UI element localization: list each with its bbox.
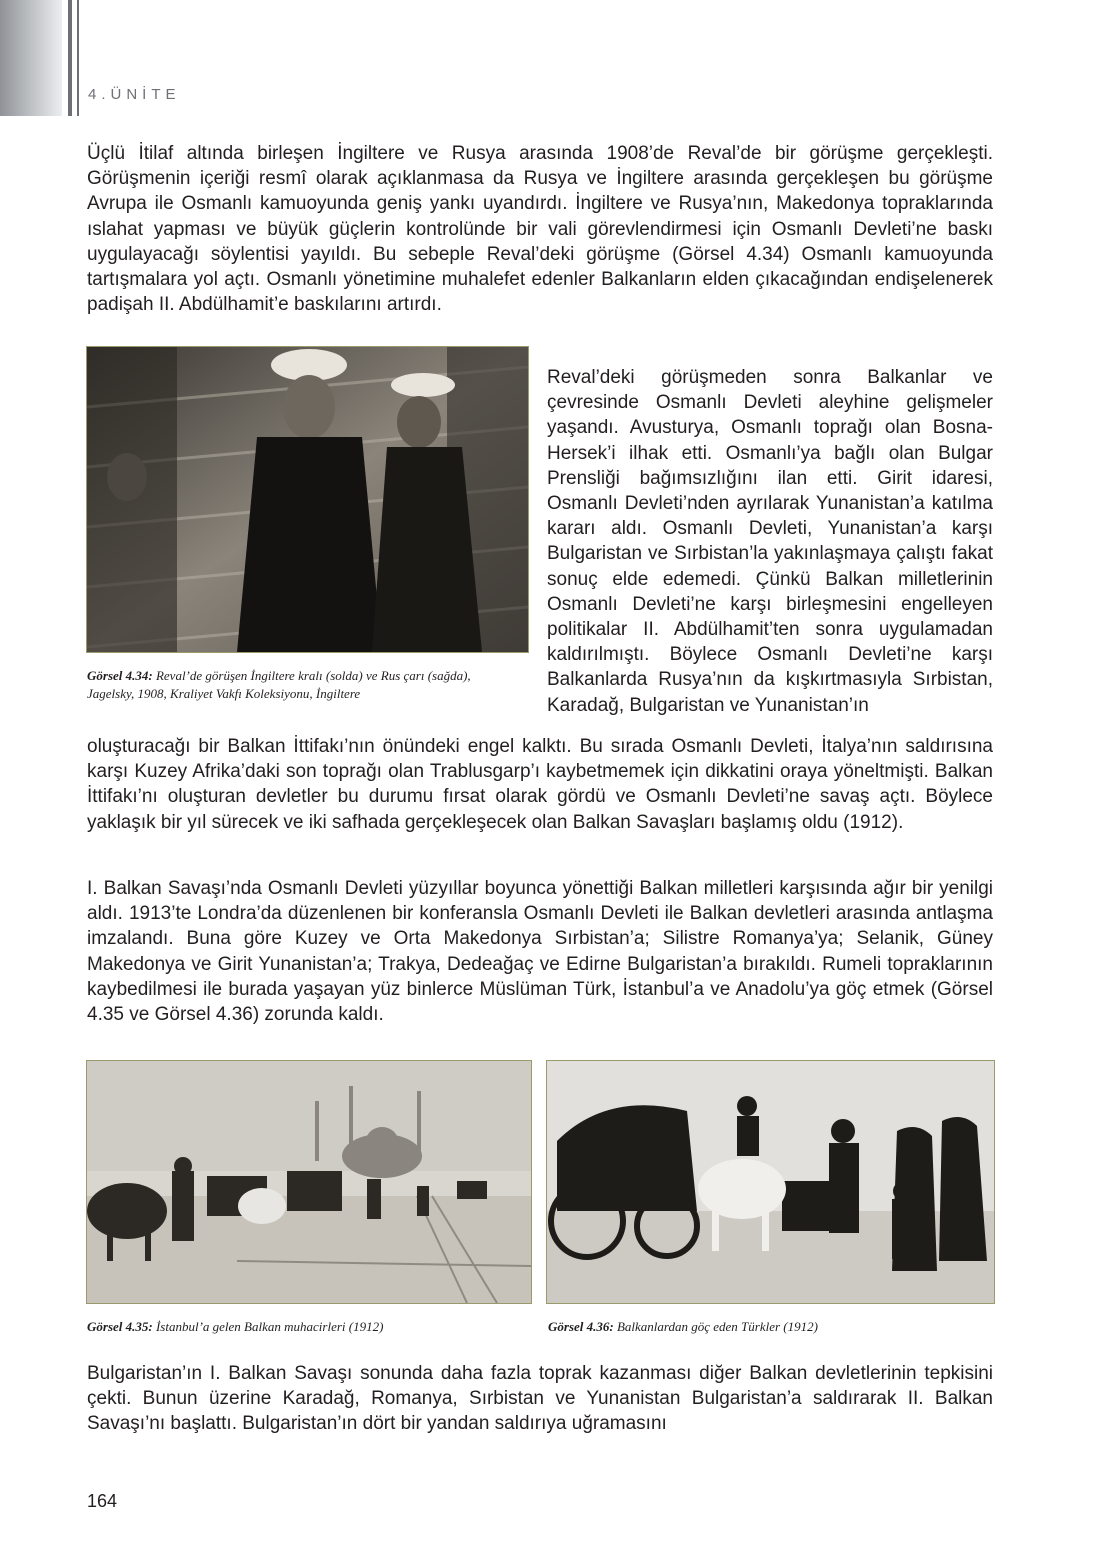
caption-text: Balkanlardan göç eden Türkler (1912) <box>616 1319 818 1334</box>
photo-turks-migrating <box>546 1060 995 1304</box>
caption-text: Reval’de görüşen İngiltere kralı (solda) ve Rus çarı (sağda), Jagelsky, 1908, Kraliyet Vakfı Koleksiyonu, İngiltere <box>87 668 471 701</box>
paragraph-continuation: oluşturacağı bir Balkan İttifakı’nın önündeki engel kalktı. Bu sırada Osmanlı Devleti, İtalya’nın saldırısına karşı Kuzey Afrika’daki son toprağı olan Trablusgarp’ı kaybetmemek için dikkatini oraya yöneltmişti. Balkan İttifakı’nı oluşturan devletler bu durumu fırsat olarak gördü ve Osmanlı Devleti’ne savaş açtı. Böylece yaklaşık bir yıl sürecek ve iki safhada gerçekleşecek olan Balkan Savaşları başlamış oldu (1912). <box>87 736 993 833</box>
paragraph-balkan-war: I. Balkan Savaşı’nda Osmanlı Devleti yüzyıllar boyunca yönettiği Balkan milletleri karşısında ağır bir yenilgi aldı. 1913’te Londra’da düzenlenen bir konferansla Osmanlı Devleti ile Balkan devletleri arasında antlaşma imzalandı. Buna göre Kuzey ve Orta Makedonya Sırbistan’a; Silistre Romanya’ya; Selanik, Güney Makedonya ve Girit Yunanistan’a; Trakya, Dedeağaç ve Edirne Bulgaristan’a bırakıldı. Rumeli topraklarının kaybedilmesi ile burada yaşayan yüz binlerce Müslüman Türk, İstanbul’a ve Anadolu’ya göç etmek (Görsel 4.35 ve Görsel 4.36) zorunda kaldı. <box>87 878 993 1026</box>
caption-label: Görsel 4.35: <box>87 1319 153 1334</box>
paragraph-side: Reval’deki görüşmeden sonra Balkanlar ve çevresinde Osmanlı Devleti aleyhine gelişmeler yaşandı. Avusturya, Osmanlı toprağı olan Bosna-Hersek’i ilhak etti. Osmanlı’ya bağlı olan Bulgar Prensliği bağımsızlığını ilan etti. Girit idaresi, Osmanlı Devleti’nden ayrılarak Yunanistan’a katılma kararı aldı. Osmanlı Devleti, Yunanistan’a karşı Bulgaristan ve Sırbistan’la yakınlaşmaya çalıştı fakat sonuç elde edemedi. Çünkü Balkan milletlerinin Osmanlı Devleti’ne karşı birleşmesini engelleyen politikalar II. Abdülhamit’ten sonra uygulamadan kaldırılmıştı. Böylece Osmanlı Devleti’ne karşı Balkanlarda Rusya’nın da kışkırtmasıyla Sırbistan, Karadağ, Bulgaristan ve Yunanistan’ın <box>547 367 993 716</box>
paragraph-intro: Üçlü İtilaf altında birleşen İngiltere ve Rusya arasında 1908’de Reval’de bir görüşme gerçekleşti. Görüşmenin içeriği resmî olarak açıklanmasa da Rusya ve İngiltere arasında gerçekleşen bu görüşme Avrupa ile Osmanlı kamuoyunda geniş yankı uyandırdı. İngiltere ve Rusya’nın, Makedonya topraklarında ıslahat yapması ve büyük güçlerin kontrolünde bir vali görevlendirmesi için Osmanlı Devleti’ne baskı uygulayacağı söylentisi yayıldı. Bu sebeple Reval’deki görüşme (Görsel 4.34) Osmanlı kamuoyunda tartışmalara yol açtı. Osmanlı yönetimine muhalefet edenler Balkanların elden çıkacağından endişelenerek padişah II. Abdülhamit’e baskılarını artırdı. <box>87 143 993 316</box>
caption-label: Görsel 4.36: <box>548 1319 614 1334</box>
photo-reval-meeting <box>86 346 529 653</box>
unit-label: 4.ÜNİTE <box>88 86 181 103</box>
caption-label: Görsel 4.34: <box>87 668 153 683</box>
caption-fig-4-36 <box>548 1318 992 1336</box>
header-rule <box>68 0 72 116</box>
caption-fig-4-35 <box>87 1318 531 1336</box>
header-rule <box>77 0 79 116</box>
page-number: 164 <box>87 1491 118 1511</box>
caption-fig-4-34 <box>87 667 517 703</box>
caption-text: İstanbul’a gelen Balkan muhacirleri (1912) <box>155 1319 384 1334</box>
paragraph-second-balkan-war: Bulgaristan’ın I. Balkan Savaşı sonunda daha fazla toprak kazanması diğer Balkan devletlerinin tepkisini çekti. Bunun üzerine Karadağ, Romanya, Sırbistan ve Yunanistan Bulgaristan’a saldırarak II. Balkan Savaşı’nı başlattı. Bulgaristan’ın dört bir yandan saldırıya uğramasını <box>87 1363 993 1435</box>
photo-balkan-refugees-istanbul <box>86 1060 532 1304</box>
unit-corner-tab <box>0 0 62 116</box>
